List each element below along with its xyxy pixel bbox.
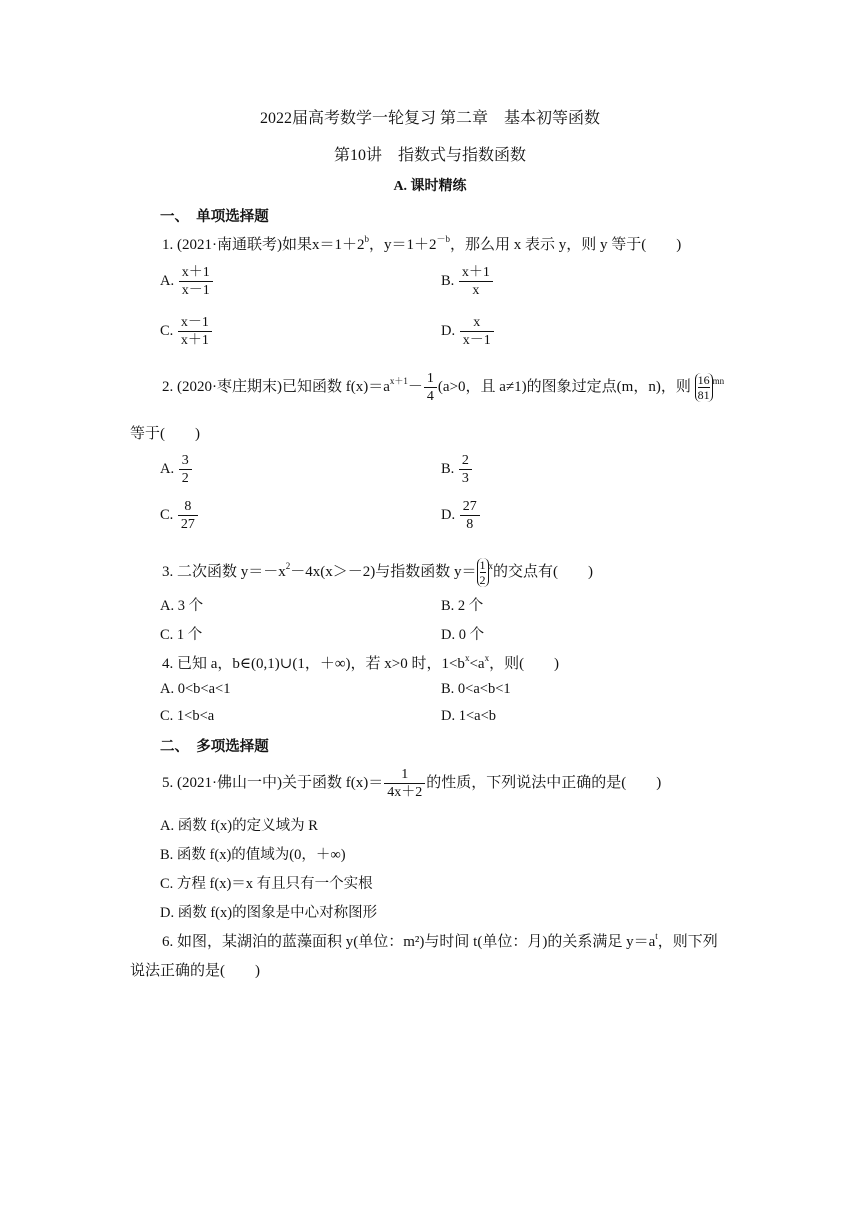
numerator: 1 — [479, 558, 486, 572]
option-label: D. — [441, 506, 456, 523]
numerator: x — [460, 314, 494, 332]
numerator: 27 — [460, 498, 480, 516]
q5-fraction — [384, 766, 425, 801]
q3-power: x — [488, 560, 494, 571]
q5-stem-end: 的性质，下列说法中正确的是( ) — [426, 774, 662, 791]
denominator: x — [472, 283, 480, 298]
q4-stem-start: 4. 已知 a，b∈(0,1)∪(1，＋∞)，若 x>0 时，1<b — [162, 656, 465, 672]
q4-exp-x1: x — [464, 653, 470, 663]
q2-stem-end: 等于( ) — [130, 426, 200, 442]
fraction — [460, 314, 494, 349]
numerator: x＋1 — [459, 264, 493, 282]
page-title: 2022届高考数学一轮复习 第二章 基本初等函数 — [259, 110, 600, 127]
numerator: x－1 — [178, 314, 212, 332]
section-heading-single-choice: 一、 单项选择题 — [160, 209, 269, 225]
q5-option-c[interactable]: C. 方程 f(x)＝x 有且只有一个实根 — [160, 876, 373, 892]
q6-stem-line1-end: ，则下列 — [657, 934, 718, 950]
q6-stem-start: 6. 如图，某湖泊的蓝藻面积 y(单位：m²)与时间 t(单位：月)的关系满足 y＝a — [162, 934, 656, 950]
numerator: 1 — [424, 370, 437, 388]
question-3 — [162, 558, 593, 587]
q2-option-b[interactable] — [441, 452, 473, 487]
q3-option-a[interactable]: A. 3 个 — [160, 598, 204, 614]
q5-option-b[interactable]: B. 函数 f(x)的值域为(0，＋∞) — [160, 847, 346, 863]
numerator: 16 — [697, 373, 710, 387]
option-label: B. — [441, 460, 455, 477]
fraction — [179, 264, 213, 299]
fraction — [178, 314, 212, 349]
q1-stem-end: ，那么用 x 表示 y，则 y 等于( ) — [450, 237, 682, 253]
q6-stem-end: 说法正确的是( ) — [130, 963, 260, 979]
q2-exponent: x＋1 — [389, 375, 408, 386]
numerator: 1 — [384, 766, 425, 784]
q1-option-b[interactable] — [441, 264, 494, 299]
q1-option-d[interactable] — [441, 314, 495, 349]
q3-stem-start: 3. 二次函数 y＝－x — [162, 563, 286, 580]
question-1 — [162, 233, 681, 254]
q1-stem-start: 1. (2021·南通联考)如果 — [162, 237, 312, 253]
option-label: B. — [441, 272, 455, 289]
fraction — [459, 264, 493, 299]
q2-fraction — [424, 370, 437, 405]
q3-option-b[interactable]: B. 2 个 — [441, 598, 484, 614]
question-5 — [162, 766, 661, 801]
denominator: 3 — [461, 471, 469, 486]
lecture-title: 第10讲 指数式与指数函数 — [333, 147, 526, 164]
denominator: x－1 — [181, 283, 210, 298]
denominator: x－1 — [462, 333, 491, 348]
part-heading: A. 课时精练 — [393, 179, 467, 194]
fraction — [178, 498, 198, 533]
q4-option-a[interactable]: A. 0<b<a<1 — [160, 681, 231, 697]
denominator: 4x＋2 — [387, 785, 423, 800]
q2-option-d[interactable] — [441, 498, 481, 533]
option-label: C. — [160, 506, 174, 523]
q4-option-b[interactable]: B. 0<a<b<1 — [441, 681, 511, 697]
q1-option-c[interactable] — [160, 314, 213, 349]
q1-exp-b: b — [364, 234, 370, 244]
option-label: A. — [160, 460, 175, 477]
denominator: 2 — [479, 573, 486, 587]
question-4 — [162, 652, 559, 673]
denominator: 81 — [697, 388, 710, 402]
fraction — [460, 498, 480, 533]
q5-option-d[interactable]: D. 函数 f(x)的图象是中心对称图形 — [160, 905, 378, 921]
question-6 — [162, 930, 718, 951]
q1-option-a[interactable] — [160, 264, 214, 299]
fraction — [179, 452, 192, 487]
q4-stem-end: ，则( ) — [489, 656, 560, 672]
denominator: 4 — [426, 389, 434, 404]
q3-stem-end: 的交点有( ) — [493, 563, 594, 580]
q2-option-c[interactable] — [160, 498, 199, 533]
q3-square: 2 — [285, 560, 291, 571]
q5-stem-start: 5. (2021·佛山一中)关于函数 f(x)＝ — [162, 774, 384, 791]
q4-option-c[interactable]: C. 1<b<a — [160, 708, 215, 724]
denominator: 27 — [180, 517, 195, 532]
denominator: 8 — [466, 517, 474, 532]
q2-minus: － — [407, 378, 423, 395]
q4-option-d[interactable]: D. 1<a<b — [441, 708, 497, 724]
q5-option-a[interactable]: A. 函数 f(x)的定义域为 R — [160, 818, 318, 834]
option-label: D. — [441, 322, 456, 339]
numerator: 8 — [178, 498, 198, 516]
q3-paren-fraction — [477, 558, 489, 587]
q2-power: mn — [712, 375, 725, 386]
numerator: x＋1 — [179, 264, 213, 282]
option-label: A. — [160, 272, 175, 289]
q1-exp-neg-b: －b — [436, 234, 451, 244]
q2-paren-fraction — [695, 373, 713, 402]
q1-eq1: x＝1＋2 — [312, 237, 365, 253]
q1-eq2: ，y＝1＋2 — [369, 237, 437, 253]
numerator: 2 — [459, 452, 472, 470]
q2-option-a[interactable] — [160, 452, 193, 487]
section-heading-multiple-choice: 二、 多项选择题 — [160, 739, 269, 755]
q2-stem-start: 2. (2020·枣庄期末)已知函数 f(x)＝a — [162, 378, 390, 395]
question-2 — [162, 370, 724, 405]
denominator: 2 — [181, 471, 189, 486]
q4-stem-mid: <a — [469, 656, 485, 672]
numerator: 3 — [179, 452, 192, 470]
q2-stem-mid: (a>0，且 a≠1)的图象过定点(m，n)，则 — [437, 378, 691, 395]
q4-exp-x2: x — [484, 653, 490, 663]
option-label: C. — [160, 322, 174, 339]
q3-stem-mid: －4x(x＞－2)与指数函数 y＝ — [290, 563, 477, 580]
q6-exp-t: t — [655, 931, 658, 941]
q3-option-c[interactable]: C. 1 个 — [160, 627, 203, 643]
fraction — [459, 452, 472, 487]
q3-option-d[interactable]: D. 0 个 — [441, 627, 485, 643]
denominator: x＋1 — [180, 333, 209, 348]
